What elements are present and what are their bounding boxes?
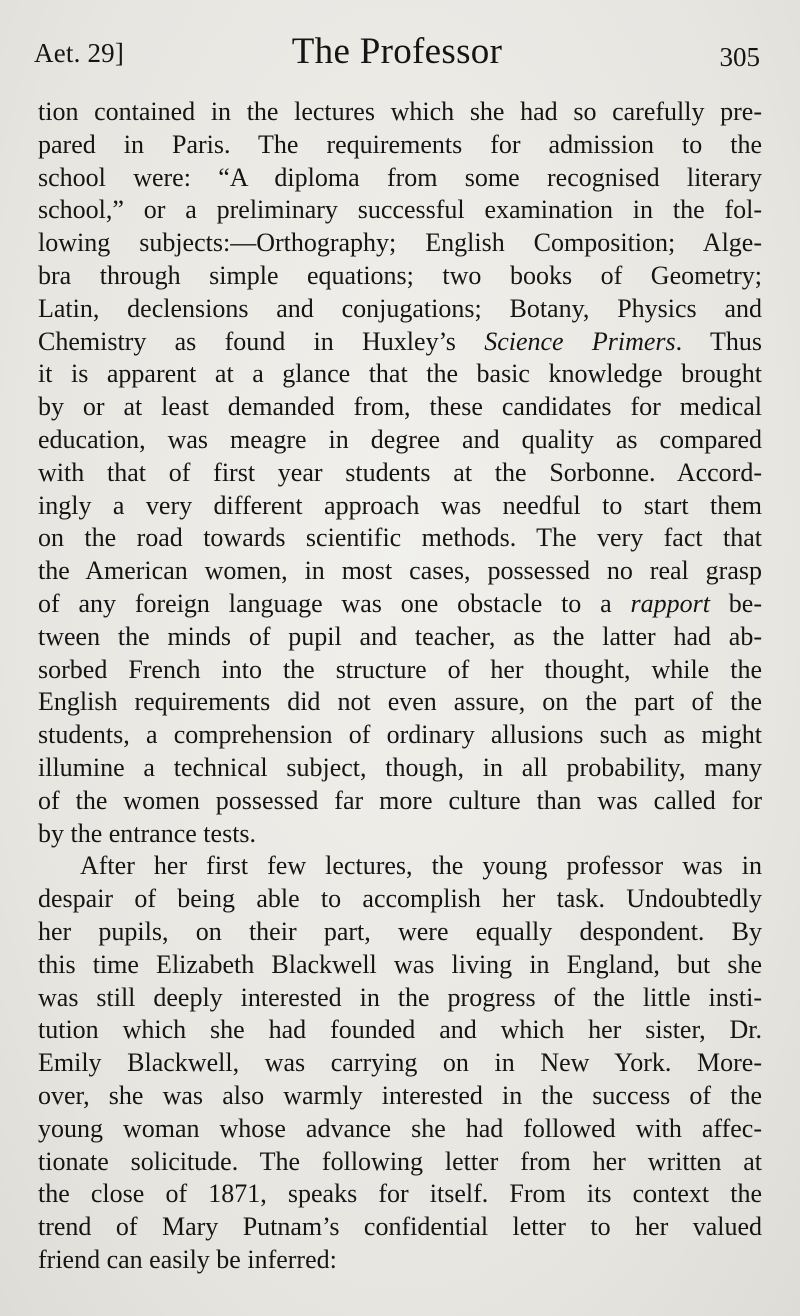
text-line: young woman whose advance she had followed with affec- bbox=[38, 1113, 762, 1143]
text-line: the American women, in most cases, possessed no real grasp bbox=[38, 556, 762, 586]
text-segment: Chemistry as found in Huxley’s bbox=[38, 326, 485, 356]
text-line: with that of first year students at the Sorbonne. Accord- bbox=[38, 457, 762, 487]
text-line: tween the minds of pupil and teacher, as the latter had ab- bbox=[38, 621, 762, 651]
text-line: students, a comprehension of ordinary allusions such as might bbox=[38, 720, 762, 750]
text-segment: be- bbox=[709, 588, 762, 618]
text-segment: . Thus bbox=[675, 326, 762, 356]
page-number: 305 bbox=[719, 42, 760, 72]
text-line: tution which she had founded and which her sister, Dr. bbox=[38, 1015, 762, 1045]
text-line: sorbed French into the structure of her thought, while the bbox=[38, 654, 762, 684]
text-line: Latin, declensions and conjugations; Botany, Physics and bbox=[38, 293, 762, 323]
text-line: illumine a technical subject, though, in all probability, many bbox=[38, 752, 762, 782]
text-line: school were: “A diploma from some recognised literary bbox=[38, 162, 762, 192]
text-line: trend of Mary Putnam’s confidential letter to her valued bbox=[38, 1212, 762, 1242]
text-line: friend can easily be inferred: bbox=[38, 1244, 337, 1274]
text-line: tionate solicitude. The following letter from her written at bbox=[38, 1146, 762, 1176]
text-line: despair of being able to accomplish her task. Undoubtedly bbox=[38, 884, 762, 914]
text-line bbox=[38, 326, 762, 359]
text-line: it is apparent at a glance that the basic knowledge brought bbox=[38, 359, 762, 389]
text-line: of the women possessed far more culture than was called for bbox=[38, 785, 762, 815]
text-line: by the entrance tests. bbox=[38, 818, 257, 848]
text-line: school,” or a preliminary successful examination in the fol- bbox=[38, 195, 762, 225]
text-line: English requirements did not even assure, on the part of the bbox=[38, 687, 762, 717]
text-line: education, was meagre in degree and quality as compared bbox=[38, 424, 762, 454]
paragraph-first-line: After her first few lectures, the young professor was in bbox=[80, 851, 762, 881]
text-line: bra through simple equations; two books of Geometry; bbox=[38, 260, 762, 290]
italic-word-rapport: rapport bbox=[630, 588, 710, 618]
chapter-title: The Professor bbox=[291, 31, 503, 72]
text-line: on the road towards scientific methods. The very fact that bbox=[38, 523, 762, 553]
text-line: was still deeply interested in the progress of the little insti- bbox=[38, 982, 762, 1012]
italic-title-science-primers: Science Primers bbox=[484, 326, 676, 356]
running-head-left: Aet. 29] bbox=[34, 38, 125, 68]
text-line: the close of 1871, speaks for itself. From its context the bbox=[38, 1179, 762, 1209]
text-line: tion contained in the lectures which she had so carefully pre- bbox=[38, 97, 762, 126]
running-head bbox=[34, 30, 760, 80]
text-line: pared in Paris. The requirements for admission to the bbox=[38, 129, 762, 159]
text-line: this time Elizabeth Blackwell was living in England, but she bbox=[38, 949, 762, 979]
text-line: by or at least demanded from, these candidates for medical bbox=[38, 392, 762, 422]
text-line: ingly a very different approach was needful to start them bbox=[38, 490, 762, 520]
text-line bbox=[38, 588, 762, 621]
text-line: Emily Blackwell, was carrying on in New York. More- bbox=[38, 1048, 762, 1078]
body-text bbox=[38, 96, 762, 1277]
text-segment: of any foreign language was one obstacle to a bbox=[38, 588, 631, 618]
text-line: over, she was also warmly interested in the success of the bbox=[38, 1080, 762, 1110]
text-line: her pupils, on their part, were equally despondent. By bbox=[38, 916, 762, 946]
text-line: lowing subjects:—Orthography; English Composition; Alge- bbox=[38, 228, 762, 258]
